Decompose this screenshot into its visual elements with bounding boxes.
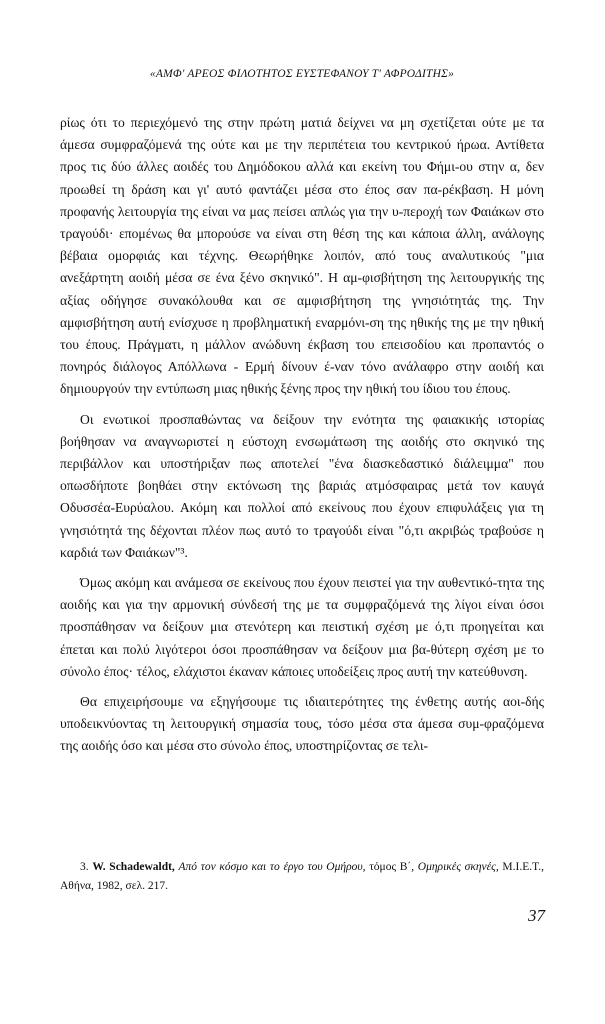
footnote-subtitle: Ομηρικές σκηνές, (417, 861, 499, 873)
page-number: 37 (528, 906, 545, 925)
running-header: «ΑΜΦ' ΑΡΕΟΣ ΦΙΛΟΤΗΤΟΣ ΕΥΣΤΕΦΑΝΟΥ Τ' ΑΦΡΟΔΙΤΗΣ» (149, 68, 455, 80)
footnote-volume: τόμος Β΄, (369, 861, 415, 873)
paragraph-1: ρίως ότι το περιεχόμενό της στην πρώτη ματιά δείχνει να μη σχετίζεται ούτε με τα άμεσα συμφραζόμενά της ούτε και με την περιπέτεια του κεντρικού ήρωα. Αντίθετα προς τις δύο άλλες αοιδές του Δημόδοκου αλλά και εκείνη του Φήμι-ου στην α, δεν προωθεί τη δράση και γι' αυτό φαντάζει μέσα στο έπος σαν πα-ρέκβαση. Η μόνη προφανής λειτουργία της είναι να μας πείσει απλώς για την υ-περοχή των Φαιάκων στο τραγούδι· επομένως θα μπορούσε να είναι στη θέση της και κάποια άλλη, ανάλογης βέβαια ομορφιάς και τέχνης. Θεωρήθηκε λοιπόν, από τους αναλυτικούς "μια ανεξάρτητη αοιδή μέσα σε ένα ξένο σκηνικό". Η αμ-φισβήτηση της λειτουργικής της αξίας οδήγησε συνακόλουθα και σε αμφισβήτηση της γνησιότητάς της. Την αμφισβήτηση αυτή ενίσχυσε η προβληματική εναρμόνι-ση της ηθικής της με την ηθική του έπους. Πράγματι, η μάλλον ανώδυνη έκβαση του επεισοδίου και προπαντός ο πονηρός διάλογος Απόλλωνα - Ερμή δίνουν έ-ναν τόνο ανάλαφρο στην αοιδή και δημιουργούν την εντύπωση μιας ηθικής ξένης προς την ηθική του ίδιου του έπους. (60, 115, 544, 397)
paragraph-4: Θα επιχειρήσουμε να εξηγήσουμε τις ιδιαιτερότητες της ένθετης αυτής αοι-δής υποδεικνύοντας τη λειτουργική σημασία τους, τόσο μέσα στα άμεσα συμ-φραζόμενα της αοιδής όσο και μέσα στο σύνολο έπος, υποστηρίζοντας σε τελι- (60, 694, 544, 754)
footnote-author: W. Schadewaldt, (92, 861, 175, 873)
footnote-title: Από τον κόσμο και το έργο του Ομήρου, (178, 861, 366, 873)
paragraph-3: Όμως ακόμη και ανάμεσα σε εκείνους που έχουν πειστεί για την αυθεντικό-τητα της αοιδής και για την αρμονική σύνδεσή της με τα συμφραζόμενά της λίγοι είναι όσοι προσπάθησαν να δείξουν μια στενότερη και πειστική σχέση με ό,τι προηγείται και έπεται και πολύ λιγότεροι όσοι προσπάθησαν να δείξουν μια βα-θύτερη σχέση με το σύνολο έπος· τέλος, ελάχιστοι έκαναν κάποιες υποδείξεις προς αυτή την κατεύθυνση. (60, 575, 544, 679)
body-text (60, 112, 544, 766)
footnote-number: 3. (80, 861, 89, 873)
footnote-publisher: Μ.Ι.Ε.Τ., Αθήνα, 1982, σελ. 217. (60, 861, 545, 892)
footnote (60, 858, 544, 896)
paragraph-2: Οι ενωτικοί προσπαθώντας να δείξουν την ενότητα της φαιακικής ιστορίας βοήθησαν να αναγνωριστεί η εύστοχη ενσωμάτωση της αοιδής στο σκηνικό της περιβάλλον και υποστήριξαν πως αποτελεί "ένα διασκεδαστικό διάλειμμα" που οπωσδήποτε βοηθάει στην εκτόνωση της βαριάς ατμόσφαιρας μετά τον καυγά Οδυσσέα-Ευρύαλου. Ακόμη και πολλοί από εκείνους που έχουν επιφυλάξεις για τη γνησιότητά της δέχονται πλέον πως αυτό το τραγούδι είναι "ό,τι ακριβώς τραβούσε η καρδιά των Φαιάκων"³. (60, 411, 544, 560)
